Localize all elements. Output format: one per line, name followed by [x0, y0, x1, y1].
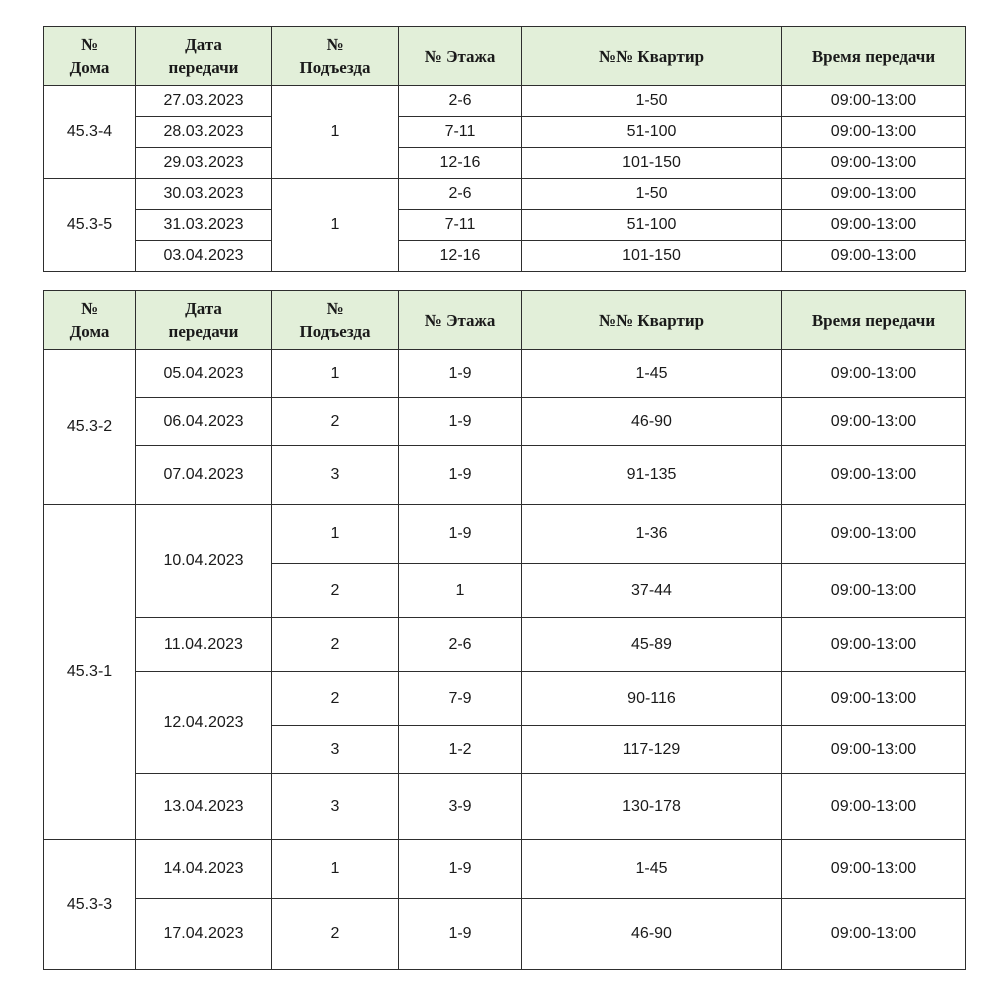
time-cell: 09:00-13:00 [782, 672, 966, 726]
time-cell: 09:00-13:00 [782, 726, 966, 774]
time-cell: 09:00-13:00 [782, 117, 966, 148]
entrance-cell: 2 [272, 564, 399, 618]
date-cell: 30.03.2023 [136, 179, 272, 210]
floor-cell: 1-9 [399, 840, 522, 899]
table-row [44, 774, 966, 840]
floor-cell: 1-2 [399, 726, 522, 774]
table-row [44, 86, 966, 117]
apartments-cell: 117-129 [522, 726, 782, 774]
date-cell: 05.04.2023 [136, 350, 272, 398]
table-row [44, 148, 966, 179]
house-cell: 45.3-1 [44, 505, 136, 840]
date-cell: 17.04.2023 [136, 899, 272, 970]
table-row [44, 350, 966, 398]
time-cell: 09:00-13:00 [782, 350, 966, 398]
date-cell: 10.04.2023 [136, 505, 272, 618]
entrance-cell: 2 [272, 618, 399, 672]
floor-cell: 7-9 [399, 672, 522, 726]
header-date: Дата передачи [136, 27, 272, 86]
entrance-cell: 3 [272, 774, 399, 840]
date-cell: 06.04.2023 [136, 398, 272, 446]
apartments-cell: 101-150 [522, 241, 782, 272]
time-cell: 09:00-13:00 [782, 774, 966, 840]
floor-cell: 3-9 [399, 774, 522, 840]
time-cell: 09:00-13:00 [782, 210, 966, 241]
header-entrance: № Подъезда [272, 27, 399, 86]
entrance-cell: 1 [272, 350, 399, 398]
date-cell: 29.03.2023 [136, 148, 272, 179]
table-row [44, 117, 966, 148]
table-row [44, 241, 966, 272]
floor-cell: 1-9 [399, 398, 522, 446]
time-cell: 09:00-13:00 [782, 618, 966, 672]
header-apartments: №№ Квартир [522, 27, 782, 86]
floor-cell: 2-6 [399, 618, 522, 672]
entrance-cell: 2 [272, 899, 399, 970]
time-cell: 09:00-13:00 [782, 899, 966, 970]
floor-cell: 1-9 [399, 446, 522, 505]
floor-cell: 1 [399, 564, 522, 618]
floor-cell: 7-11 [399, 117, 522, 148]
date-cell: 07.04.2023 [136, 446, 272, 505]
header-floor: № Этажа [399, 291, 522, 350]
table-row [44, 398, 966, 446]
apartments-cell: 37-44 [522, 564, 782, 618]
apartments-cell: 51-100 [522, 210, 782, 241]
apartments-cell: 130-178 [522, 774, 782, 840]
time-cell: 09:00-13:00 [782, 505, 966, 564]
date-cell: 27.03.2023 [136, 86, 272, 117]
time-cell: 09:00-13:00 [782, 446, 966, 505]
entrance-cell: 3 [272, 726, 399, 774]
floor-cell: 12-16 [399, 148, 522, 179]
house-cell: 45.3-2 [44, 350, 136, 505]
apartments-cell: 46-90 [522, 398, 782, 446]
house-cell: 45.3-4 [44, 86, 136, 179]
table-row [44, 179, 966, 210]
time-cell: 09:00-13:00 [782, 148, 966, 179]
entrance-cell: 2 [272, 672, 399, 726]
date-cell: 11.04.2023 [136, 618, 272, 672]
apartments-cell: 51-100 [522, 117, 782, 148]
table-header-row [44, 27, 966, 86]
apartments-cell: 1-50 [522, 86, 782, 117]
entrance-cell: 2 [272, 398, 399, 446]
floor-cell: 1-9 [399, 505, 522, 564]
floor-cell: 2-6 [399, 179, 522, 210]
table-row [44, 505, 966, 564]
header-house: № Дома [44, 27, 136, 86]
table-row [44, 618, 966, 672]
entrance-cell: 1 [272, 86, 399, 179]
floor-cell: 1-9 [399, 899, 522, 970]
date-cell: 28.03.2023 [136, 117, 272, 148]
date-cell: 03.04.2023 [136, 241, 272, 272]
time-cell: 09:00-13:00 [782, 86, 966, 117]
header-apartments: №№ Квартир [522, 291, 782, 350]
apartments-cell: 91-135 [522, 446, 782, 505]
table-row [44, 840, 966, 899]
time-cell: 09:00-13:00 [782, 398, 966, 446]
header-time: Время передачи [782, 291, 966, 350]
header-floor: № Этажа [399, 27, 522, 86]
date-cell: 13.04.2023 [136, 774, 272, 840]
schedule-table-1 [43, 26, 966, 272]
apartments-cell: 1-45 [522, 350, 782, 398]
time-cell: 09:00-13:00 [782, 840, 966, 899]
floor-cell: 1-9 [399, 350, 522, 398]
date-cell: 14.04.2023 [136, 840, 272, 899]
house-cell: 45.3-5 [44, 179, 136, 272]
floor-cell: 7-11 [399, 210, 522, 241]
apartments-cell: 1-36 [522, 505, 782, 564]
date-cell: 12.04.2023 [136, 672, 272, 774]
table-row [44, 899, 966, 970]
header-date: Дата передачи [136, 291, 272, 350]
table-header-row [44, 291, 966, 350]
time-cell: 09:00-13:00 [782, 179, 966, 210]
table-row [44, 210, 966, 241]
apartments-cell: 1-50 [522, 179, 782, 210]
entrance-cell: 3 [272, 446, 399, 505]
apartments-cell: 101-150 [522, 148, 782, 179]
floor-cell: 12-16 [399, 241, 522, 272]
apartments-cell: 1-45 [522, 840, 782, 899]
apartments-cell: 90-116 [522, 672, 782, 726]
header-entrance: № Подъезда [272, 291, 399, 350]
date-cell: 31.03.2023 [136, 210, 272, 241]
apartments-cell: 46-90 [522, 899, 782, 970]
entrance-cell: 1 [272, 505, 399, 564]
entrance-cell: 1 [272, 840, 399, 899]
time-cell: 09:00-13:00 [782, 564, 966, 618]
floor-cell: 2-6 [399, 86, 522, 117]
apartments-cell: 45-89 [522, 618, 782, 672]
table-row [44, 672, 966, 726]
entrance-cell: 1 [272, 179, 399, 272]
header-time: Время передачи [782, 27, 966, 86]
header-house: № Дома [44, 291, 136, 350]
schedule-table-2 [43, 290, 966, 970]
house-cell: 45.3-3 [44, 840, 136, 970]
time-cell: 09:00-13:00 [782, 241, 966, 272]
table-row [44, 446, 966, 505]
